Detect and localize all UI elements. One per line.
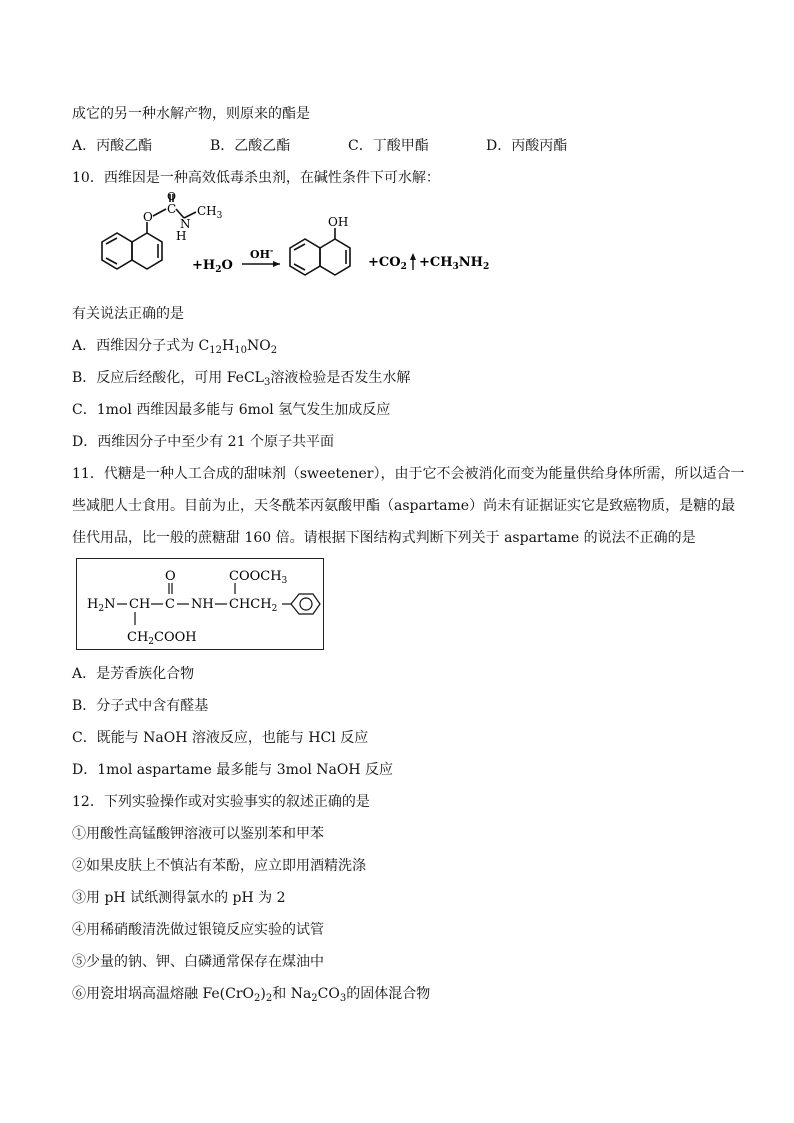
- q12-stem: 12．下列实验操作或对实验事实的叙述正确的是: [72, 794, 370, 810]
- q11-stem-line-2: 些减肥人士食用。目前为止，天冬酰苯丙氨酸甲酯（aspartame）尚未有证据证实它是致癌物质，是糖的最: [72, 498, 736, 514]
- q11-option-b: B．分子式中含有醛基: [72, 698, 209, 714]
- q11-stem-line-1: 11．代糖是一种人工合成的甜味剂（sweetener），由于它不会被消化而变为能量供给身体所需，所以适合一: [72, 466, 745, 482]
- plus-co2: $+CO_2$: [368, 255, 407, 272]
- reactant-amide-n: N: [180, 217, 191, 231]
- q10-option-c: C．1mol 西维因最多能与 6mol 氢气发生加成反应: [72, 402, 391, 418]
- q9-continuation: 成它的另一种水解产物，则原来的酯是: [72, 106, 310, 122]
- reactant-carbonyl-c: C: [167, 202, 177, 216]
- q12-item-5: ⑤少量的钠、钾、白磷通常保存在煤油中: [72, 954, 324, 970]
- q9-option-d: D．丙酸丙酯: [486, 138, 568, 154]
- aspartame-structure-box: [76, 558, 324, 650]
- struct-ch-beta: $CHCH_2$: [229, 597, 278, 614]
- plus-water: $+H_2O$: [192, 258, 233, 275]
- struct-h2n: $H_2N$: [87, 597, 116, 614]
- q10-option-a: A．西维因分子式为 $C_{12}H_{10}NO_2$: [72, 338, 278, 356]
- struct-ch-alpha: CH: [129, 597, 151, 612]
- q12-item-4: ④用稀硝酸清洗做过银镜反应实验的试管: [72, 922, 324, 938]
- q10-stem: 10．西维因是一种高效低毒杀虫剂，在碱性条件下可水解：: [72, 170, 440, 186]
- q9-option-c: C．丁酸甲酯: [348, 138, 429, 154]
- struct-cooch3: $COOCH_3$: [229, 569, 288, 586]
- reactant-carbonyl-o: O: [167, 192, 177, 203]
- q11-stem-line-3: 佳代用品，比一般的蔗糖甜 160 倍。请根据下图结构式判断下列关于 aspartame 的说法不正确的是: [72, 530, 696, 546]
- gas-up-arrow: [410, 253, 416, 270]
- product-naphthalene-ring: [290, 228, 350, 275]
- product-hydroxyl: OH: [328, 215, 349, 229]
- reactant-methyl: $CH_3$: [197, 204, 223, 221]
- aspartame-structure: [77, 559, 323, 649]
- q10-option-d: D．西维因分子中至少有 21 个原子共平面: [72, 434, 334, 450]
- q10-reaction-scheme: [72, 192, 512, 296]
- catalyst-hydroxide: OH-: [250, 245, 274, 261]
- q12-item-6: ⑥用瓷坩埚高温熔融 $Fe(CrO_2)_2$和 $Na_2CO_3$的固体混合物: [72, 986, 431, 1004]
- plus-methylamine: $+CH_3NH_2$: [419, 255, 490, 272]
- struct-carbonyl-c: C: [165, 597, 175, 612]
- q11-option-a: A．是芳香族化合物: [72, 666, 195, 682]
- reactant-amide-h: H: [176, 229, 187, 243]
- reactant-ester-oxygen: O: [143, 210, 153, 224]
- q10-prompt: 有关说法正确的是: [72, 306, 184, 322]
- q10-option-b: B．反应后经酸化，可用 FeCL$_3$溶液检验是否发生水解: [72, 370, 411, 388]
- struct-phenyl-ring: [291, 594, 320, 614]
- q11-option-c: C．既能与 NaOH 溶液反应，也能与 HCl 反应: [72, 730, 369, 746]
- struct-carbonyl-o: O: [165, 569, 176, 584]
- q12-item-1: ①用酸性高锰酸钾溶液可以鉴别苯和甲苯: [72, 826, 324, 842]
- q12-item-2: ②如果皮肤上不慎沾有苯酚，应立即用酒精洗涤: [72, 858, 366, 874]
- struct-nh: NH: [191, 597, 214, 612]
- q9-option-a: A．丙酸乙酯: [72, 138, 153, 154]
- q11-option-d: D．1mol aspartame 最多能与 3mol NaOH 反应: [72, 762, 394, 778]
- struct-ch2cooh: $CH_2COOH$: [127, 630, 197, 647]
- q12-item-3: ③用 pH 试纸测得氯水的 pH 为 2: [72, 890, 286, 906]
- q9-option-b: B．乙酸乙酯: [210, 138, 291, 154]
